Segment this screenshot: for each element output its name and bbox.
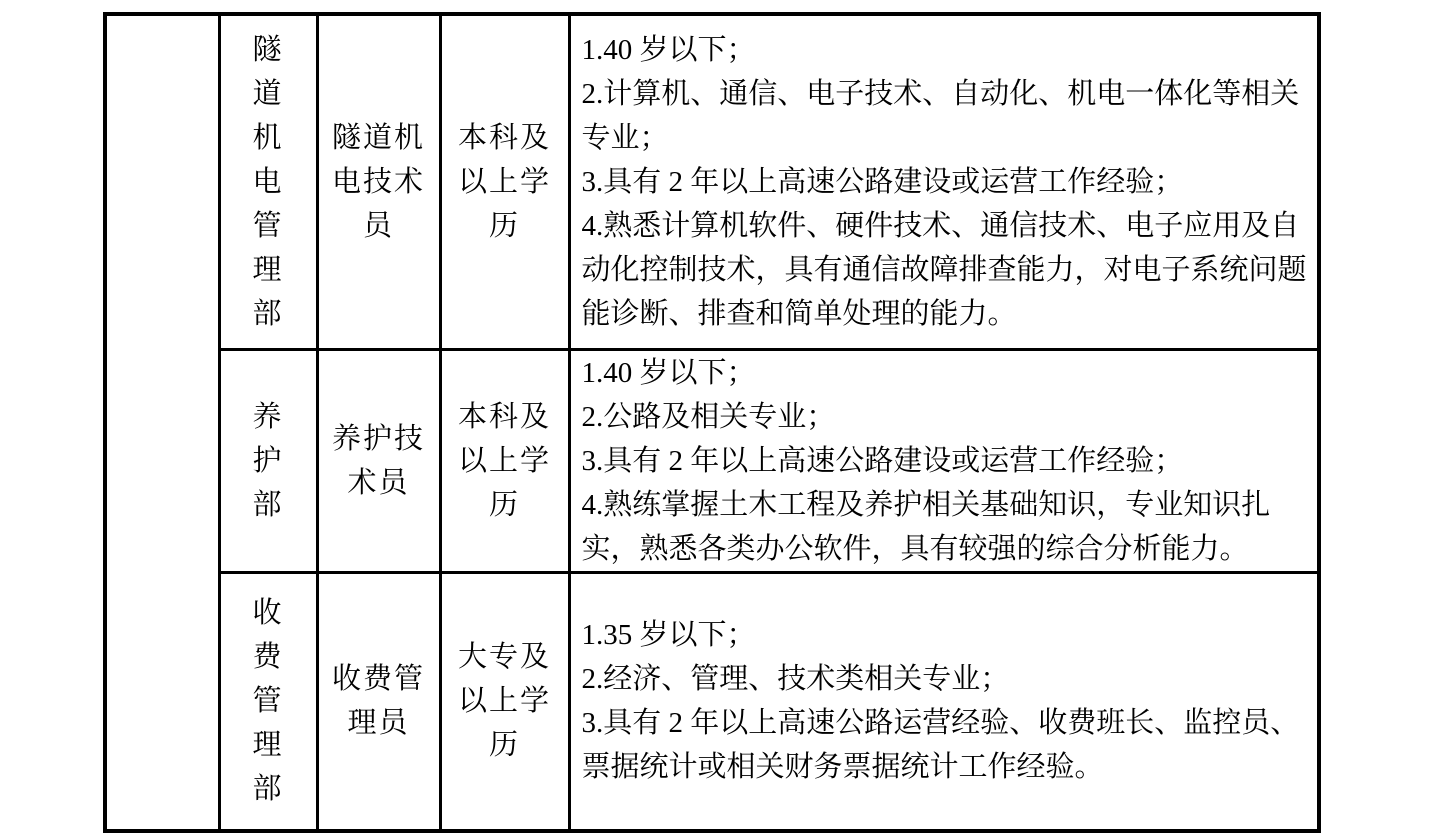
requirements-cell bbox=[569, 572, 1319, 831]
text-line: 机 bbox=[252, 121, 284, 154]
requirements-text bbox=[571, 613, 1318, 789]
text-line: 2.计算机、通信、电子技术、自动化、机电一体化等相关 bbox=[581, 77, 1300, 110]
text-line: 4.熟悉计算机软件、硬件技术、通信技术、电子应用及自 bbox=[581, 209, 1300, 242]
requirements-text bbox=[571, 28, 1318, 336]
text-line: 护 bbox=[252, 444, 284, 477]
text-line: 部 bbox=[252, 488, 284, 521]
education-cell bbox=[440, 349, 569, 572]
text-line: 本科及 bbox=[457, 400, 551, 433]
text-line: 实，熟悉各类办公软件，具有较强的综合分析能力。 bbox=[581, 532, 1249, 565]
text-line: 能诊断、排查和简单处理的能力。 bbox=[581, 297, 1017, 330]
position-cell bbox=[317, 349, 440, 572]
table-row bbox=[105, 349, 1319, 572]
text-line: 1.40 岁以下； bbox=[581, 356, 756, 389]
position-text bbox=[319, 417, 439, 505]
table-row bbox=[105, 572, 1319, 831]
department-cell bbox=[219, 14, 317, 349]
text-line: 费 bbox=[252, 641, 284, 674]
text-line: 部 bbox=[252, 773, 284, 806]
text-line: 2.公路及相关专业； bbox=[581, 400, 836, 433]
text-line: 历 bbox=[488, 209, 520, 242]
requirements-cell bbox=[569, 349, 1319, 572]
text-line: 养 bbox=[252, 400, 284, 433]
text-line: 术员 bbox=[347, 466, 410, 499]
text-line: 历 bbox=[488, 488, 520, 521]
text-line: 3.具有 2 年以上高速公路建设或运营工作经验； bbox=[581, 165, 1184, 198]
department-text bbox=[221, 591, 316, 811]
text-line: 2.经济、管理、技术类相关专业； bbox=[581, 663, 1010, 696]
text-line: 员 bbox=[362, 209, 394, 242]
merged-left-cell bbox=[105, 14, 219, 831]
text-line: 4.熟练掌握土木工程及养护相关基础知识，专业知识扎 bbox=[581, 488, 1271, 521]
text-line: 动化控制技术，具有通信故障排查能力，对电子系统问题 bbox=[581, 253, 1307, 286]
text-line: 管 bbox=[252, 209, 284, 242]
text-line: 3.具有 2 年以上高速公路运营经验、收费班长、监控员、 bbox=[581, 707, 1300, 740]
position-cell bbox=[317, 14, 440, 349]
text-line: 理 bbox=[252, 253, 284, 286]
text-line: 电技术 bbox=[331, 165, 425, 198]
text-line: 电 bbox=[252, 165, 284, 198]
text-line: 大专及 bbox=[457, 641, 551, 674]
position-text bbox=[319, 657, 439, 745]
education-text bbox=[442, 395, 568, 527]
recruitment-table bbox=[103, 12, 1321, 833]
education-cell bbox=[440, 572, 569, 831]
text-line: 1.35 岁以下； bbox=[581, 619, 756, 652]
text-line: 理 bbox=[252, 729, 284, 762]
department-cell bbox=[219, 572, 317, 831]
department-cell bbox=[219, 349, 317, 572]
text-line: 隧 bbox=[252, 33, 284, 66]
text-line: 以上学 bbox=[457, 165, 551, 198]
text-line: 以上学 bbox=[457, 444, 551, 477]
text-line: 以上学 bbox=[457, 685, 551, 718]
department-text bbox=[221, 395, 316, 527]
position-text bbox=[319, 116, 439, 248]
text-line: 养护技 bbox=[331, 422, 425, 455]
text-line: 隧道机 bbox=[331, 121, 425, 154]
text-line: 票据统计或相关财务票据统计工作经验。 bbox=[581, 751, 1104, 784]
text-line: 部 bbox=[252, 297, 284, 330]
text-line: 管 bbox=[252, 685, 284, 718]
text-line: 1.40 岁以下； bbox=[581, 33, 756, 66]
education-cell bbox=[440, 14, 569, 349]
text-line: 道 bbox=[252, 77, 284, 110]
education-text bbox=[442, 635, 568, 767]
text-line: 收 bbox=[252, 597, 284, 630]
position-cell bbox=[317, 572, 440, 831]
text-line: 历 bbox=[488, 729, 520, 762]
text-line: 本科及 bbox=[457, 121, 551, 154]
requirements-text bbox=[571, 351, 1318, 571]
requirements-cell bbox=[569, 14, 1319, 349]
text-line: 3.具有 2 年以上高速公路建设或运营工作经验； bbox=[581, 444, 1184, 477]
education-text bbox=[442, 116, 568, 248]
text-line: 理员 bbox=[347, 707, 410, 740]
text-line: 专业； bbox=[581, 121, 669, 154]
table-row bbox=[105, 14, 1319, 349]
department-text bbox=[221, 28, 316, 336]
text-line: 收费管 bbox=[331, 663, 425, 696]
